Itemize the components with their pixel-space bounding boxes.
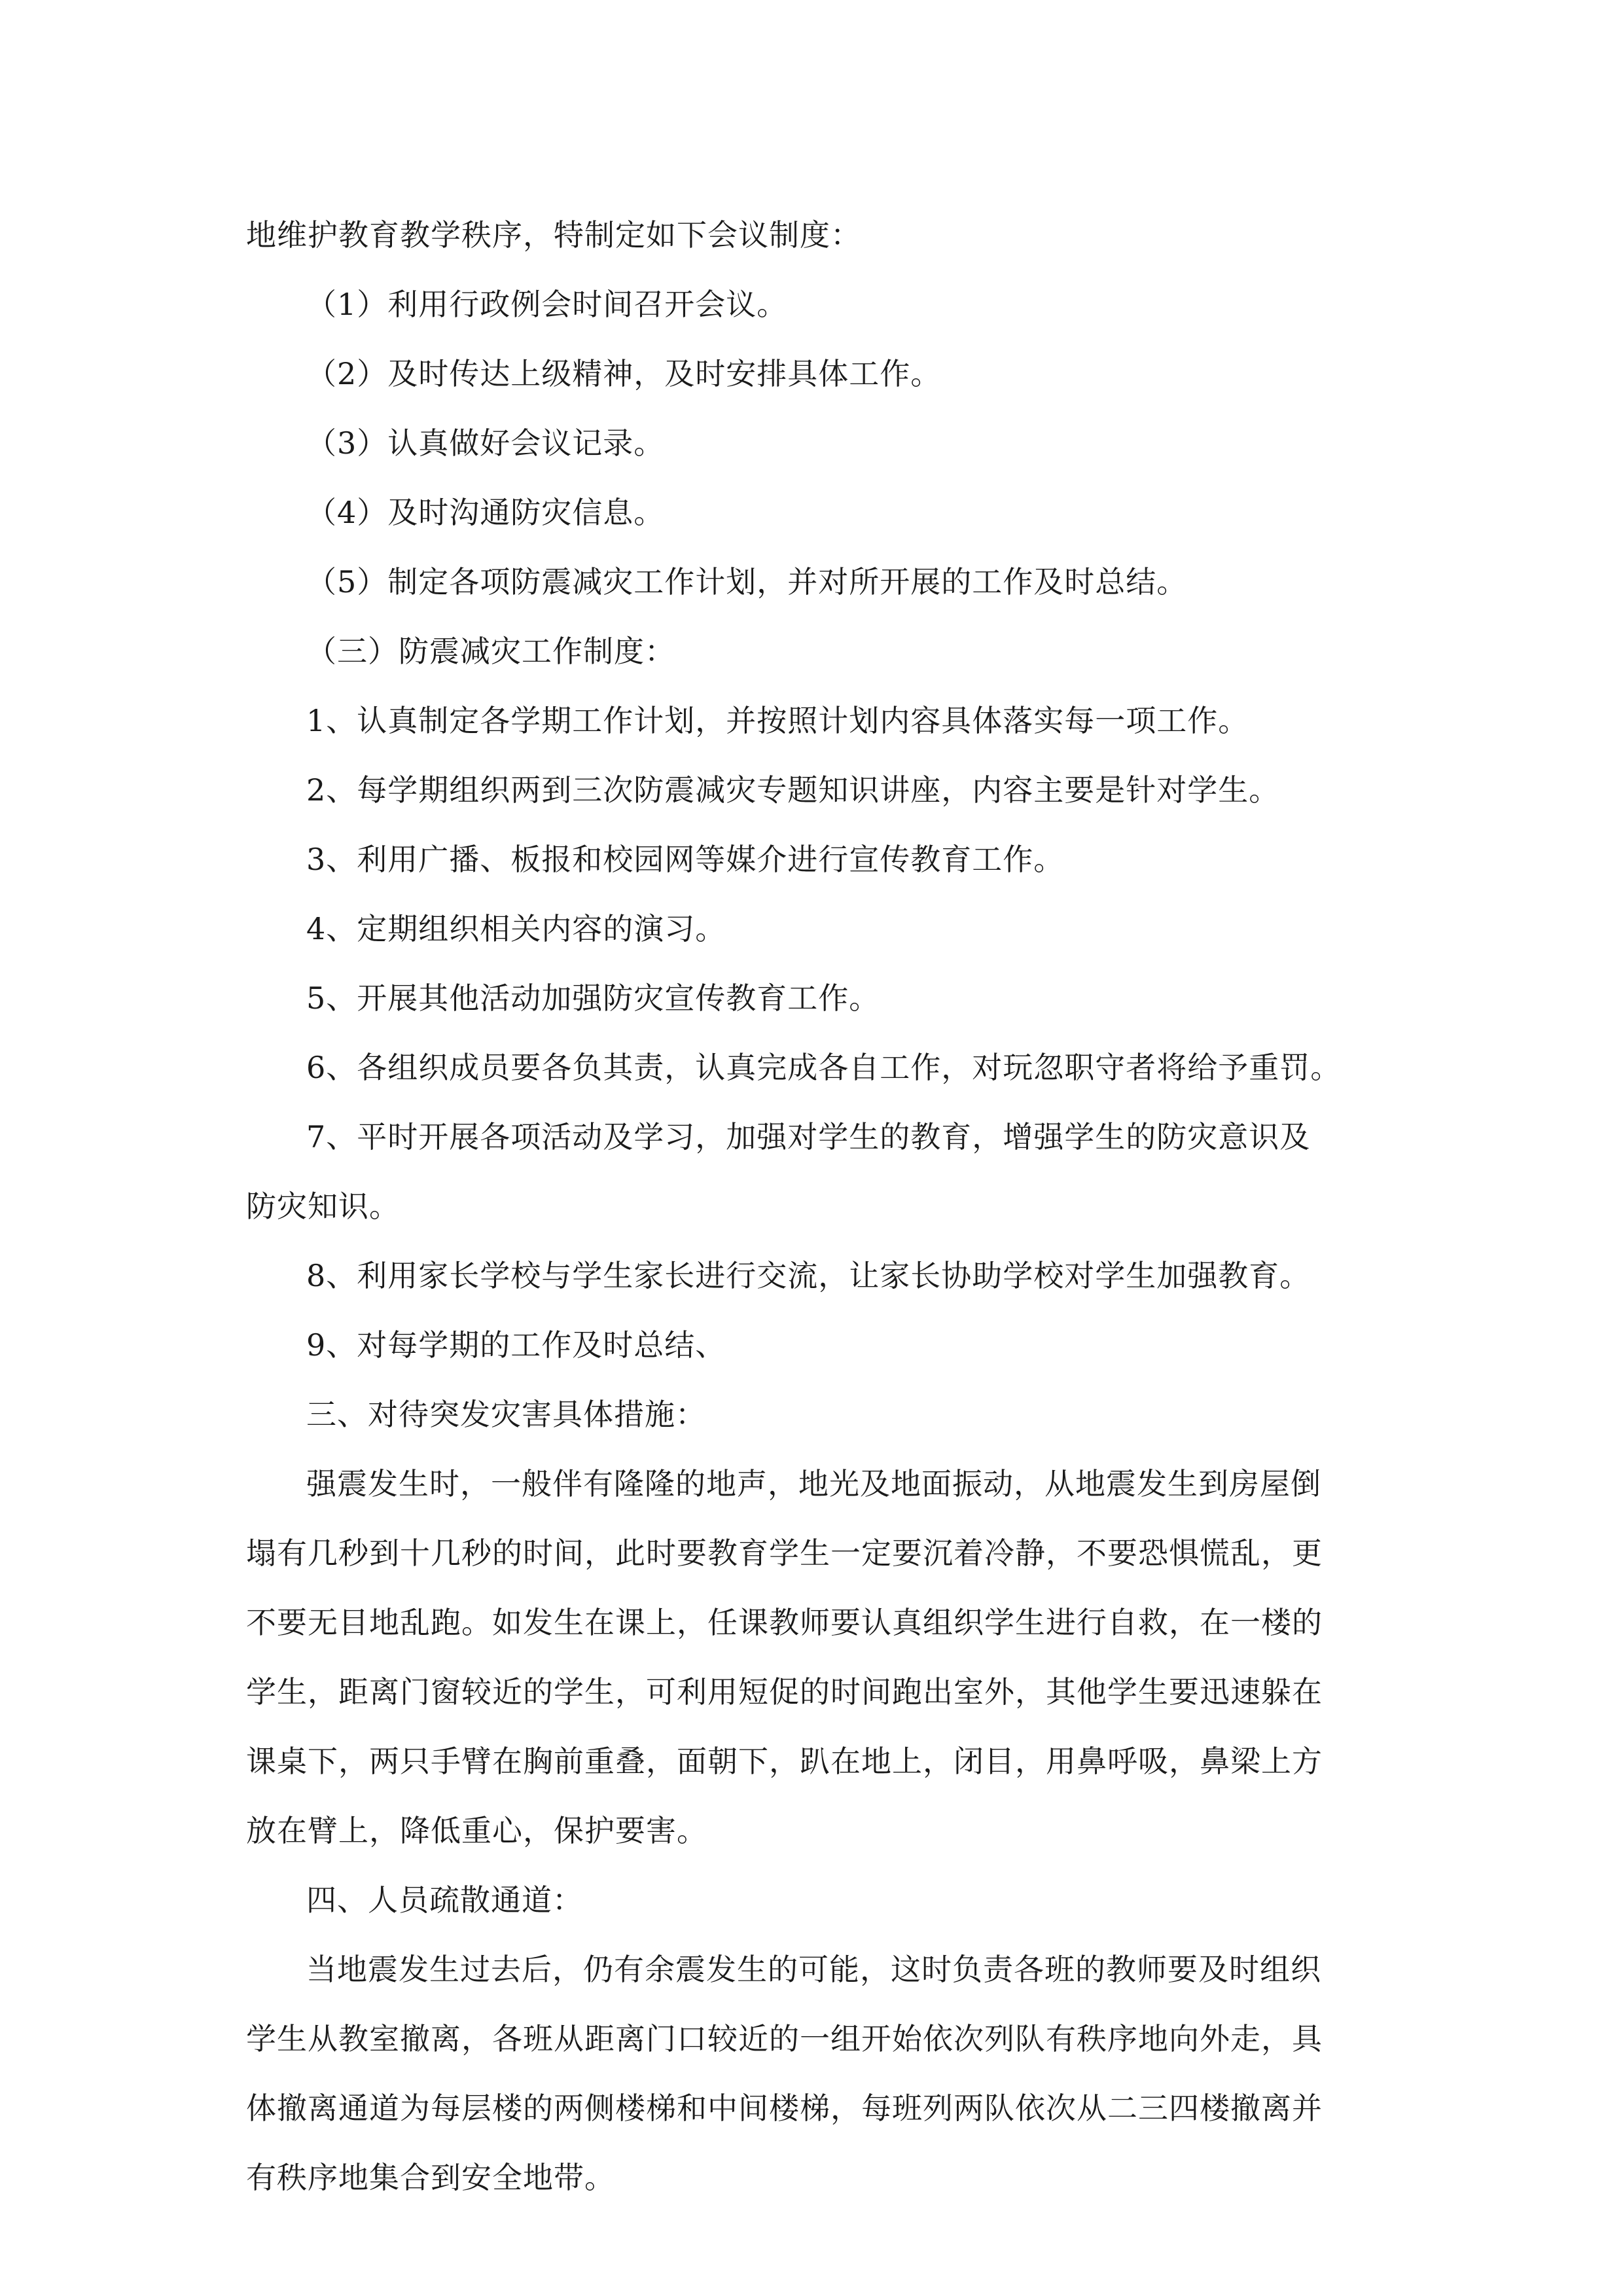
text-line: 课桌下，两只手臂在胸前重叠，面朝下，趴在地上，闭目，用鼻呼吸，鼻梁上方 bbox=[246, 1744, 1323, 1779]
text-line: 学生从教室撤离，各班从距离门口较近的一组开始依次列队有秩序地向外走，具 bbox=[246, 2021, 1323, 2056]
text-line: 4、定期组织相关内容的演习。 bbox=[306, 911, 726, 946]
text-line: （三）防震减灾工作制度： bbox=[306, 634, 675, 669]
text-line: 9、对每学期的工作及时总结、 bbox=[306, 1327, 726, 1363]
text-line: 6、各组织成员要各负其责，认真完成各自工作，对玩忽职守者将给予重罚。 bbox=[306, 1050, 1342, 1085]
text-line: 学生，距离门窗较近的学生，可利用短促的时间跑出室外，其他学生要迅速躲在 bbox=[246, 1674, 1323, 1710]
text-line: 5、开展其他活动加强防灾宣传教育工作。 bbox=[306, 980, 880, 1016]
document-body bbox=[246, 200, 1378, 2212]
text-line: 7、平时开展各项活动及学习，加强对学生的教育，增强学生的防灾意识及 bbox=[306, 1119, 1311, 1155]
text-line: 三、对待突发灾害具体措施： bbox=[306, 1397, 706, 1432]
text-line: 2、每学期组织两到三次防震减灾专题知识讲座，内容主要是针对学生。 bbox=[306, 772, 1280, 808]
text-line: 1、认真制定各学期工作计划，并按照计划内容具体落实每一项工作。 bbox=[306, 703, 1249, 738]
text-line: 放在臂上，降低重心，保护要害。 bbox=[246, 1813, 707, 1848]
text-line: 塌有几秒到十几秒的时间，此时要教育学生一定要沉着冷静，不要恐惧慌乱，更 bbox=[246, 1535, 1323, 1571]
text-line: 防灾知识。 bbox=[246, 1189, 400, 1224]
text-line: （4）及时沟通防灾信息。 bbox=[306, 495, 665, 530]
text-line: 3、利用广播、板报和校园网等媒介进行宣传教育工作。 bbox=[306, 842, 1065, 877]
text-line: （2）及时传达上级精神，及时安排具体工作。 bbox=[306, 356, 942, 391]
text-line: 四、人员疏散通道： bbox=[306, 1882, 583, 1918]
text-line: 体撤离通道为每层楼的两侧楼梯和中间楼梯，每班列两队依次从二三四楼撤离并 bbox=[246, 2090, 1323, 2126]
text-line: 不要无目地乱跑。如发生在课上，任课教师要认真组织学生进行自救，在一楼的 bbox=[246, 1605, 1323, 1640]
text-line: 地维护教育教学秩序，特制定如下会议制度： bbox=[246, 217, 861, 253]
text-line: 8、利用家长学校与学生家长进行交流，让家长协助学校对学生加强教育。 bbox=[306, 1258, 1311, 1293]
text-line: 有秩序地集合到安全地带。 bbox=[246, 2160, 615, 2195]
text-line: 当地震发生过去后，仍有余震发生的可能，这时负责各班的教师要及时组织 bbox=[306, 1952, 1321, 1987]
text-line: （5）制定各项防震减灾工作计划，并对所开展的工作及时总结。 bbox=[306, 564, 1188, 600]
text-line: （1）利用行政例会时间召开会议。 bbox=[306, 287, 788, 322]
text-line: （3）认真做好会议记录。 bbox=[306, 425, 665, 461]
text-line: 强震发生时，一般伴有隆隆的地声，地光及地面振动，从地震发生到房屋倒 bbox=[306, 1466, 1321, 1501]
